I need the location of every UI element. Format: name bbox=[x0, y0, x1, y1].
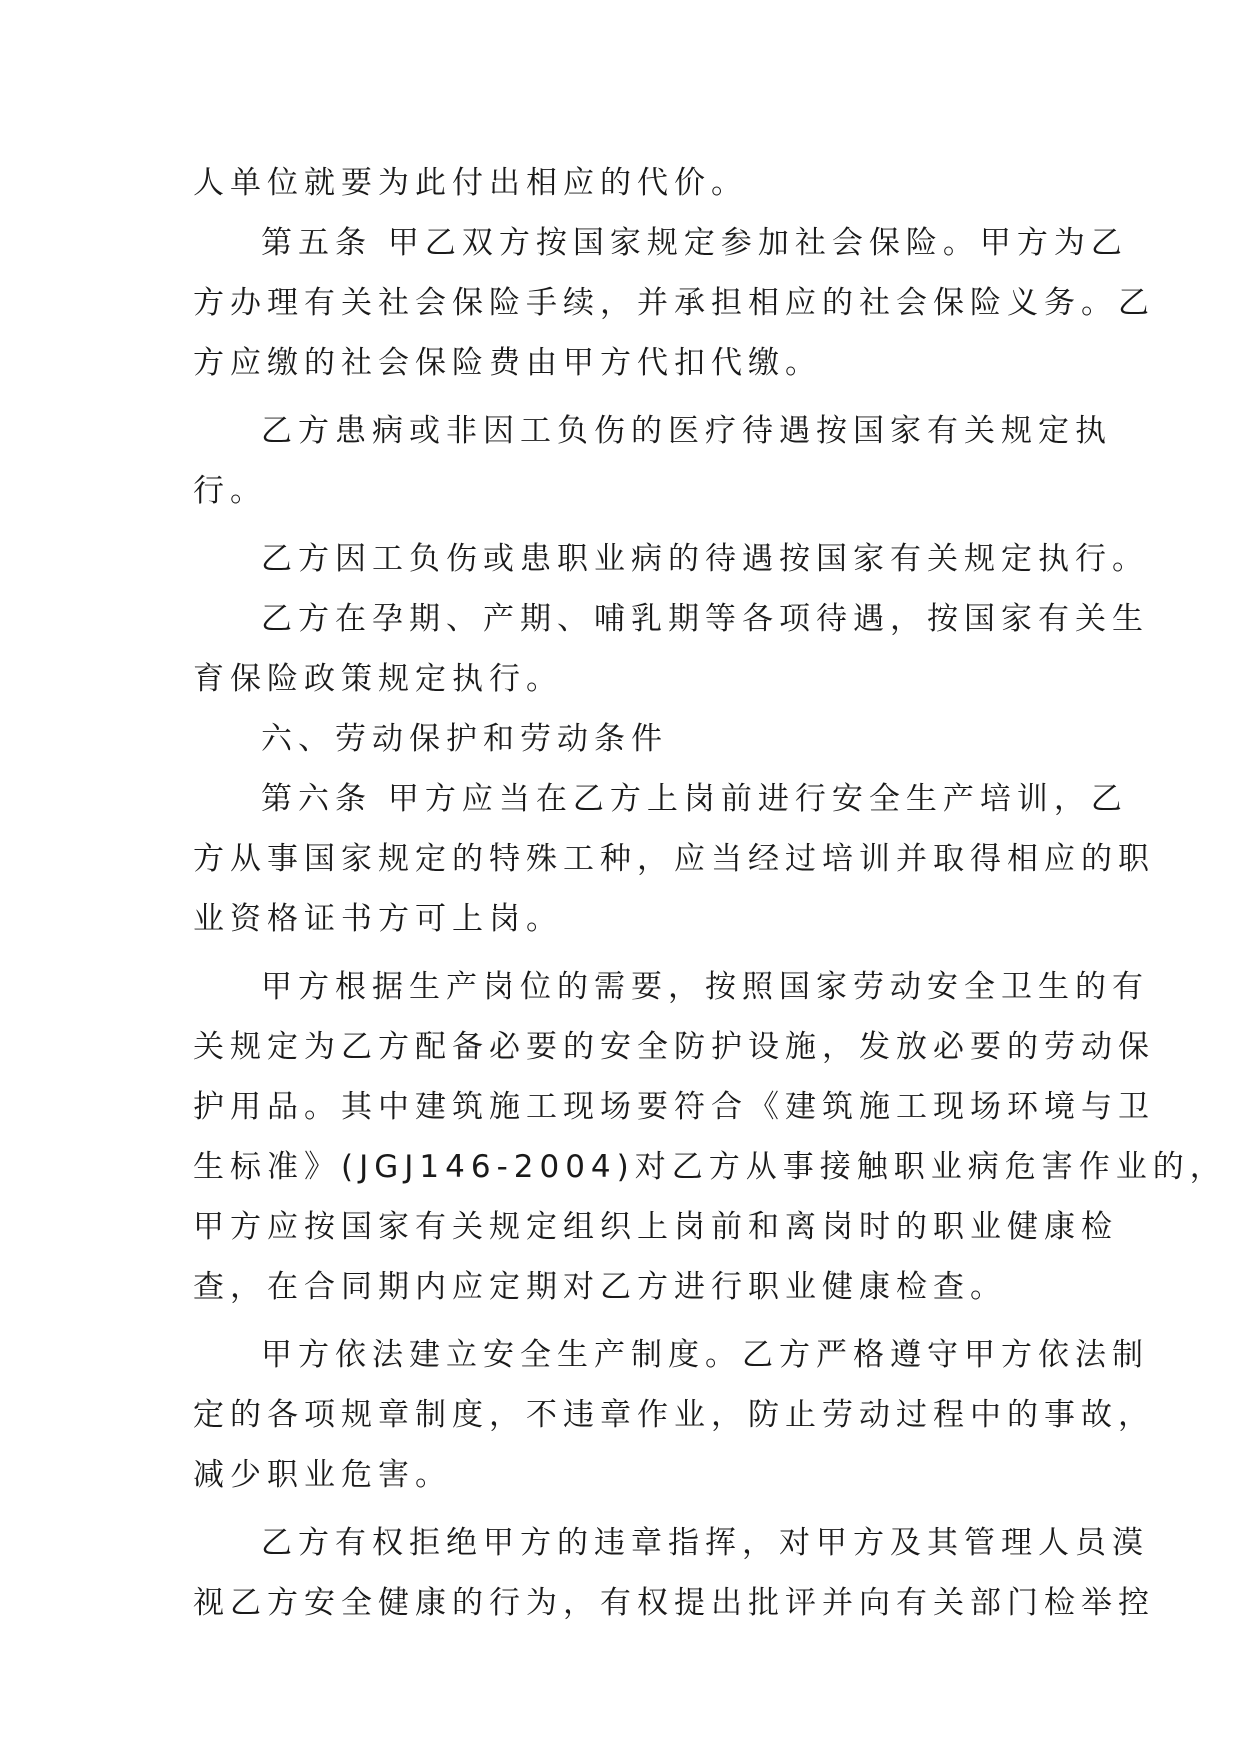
text-line: 生标准》(JGJ146-2004)对乙方从事接触职业病危害作业的， bbox=[193, 1149, 1227, 1185]
text-line: 乙方在孕期、产期、哺乳期等各项待遇，按国家有关生 bbox=[261, 601, 1149, 637]
text-line: 定的各项规章制度，不违章作业，防止劳动过程中的事故， bbox=[193, 1397, 1155, 1433]
text-line: 乙方有权拒绝甲方的违章指挥，对甲方及其管理人员漠 bbox=[261, 1525, 1149, 1561]
text-line: 视乙方安全健康的行为，有权提出批评并向有关部门检举控 bbox=[193, 1585, 1155, 1621]
text-line: 行。 bbox=[193, 473, 267, 509]
article-6-heading-line: 第六条 甲方应当在乙方上岗前进行安全生产培训，乙 bbox=[261, 781, 1128, 817]
text-line: 方从事国家规定的特殊工种，应当经过培训并取得相应的职 bbox=[193, 841, 1155, 877]
text-line: 人单位就要为此付出相应的代价。 bbox=[193, 165, 748, 201]
text-line: 甲方应按国家有关规定组织上岗前和离岗时的职业健康检 bbox=[193, 1209, 1118, 1245]
text-line: 乙方患病或非因工负伤的医疗待遇按国家有关规定执 bbox=[261, 413, 1112, 449]
article-5-heading-line: 第五条 甲乙双方按国家规定参加社会保险。甲方为乙 bbox=[261, 225, 1128, 261]
text-line: 方应缴的社会保险费由甲方代扣代缴。 bbox=[193, 345, 822, 381]
text-line: 乙方因工负伤或患职业病的待遇按国家有关规定执行。 bbox=[261, 541, 1149, 577]
text-line: 护用品。其中建筑施工现场要符合《建筑施工现场环境与卫 bbox=[193, 1089, 1155, 1125]
text-line: 减少职业危害。 bbox=[193, 1457, 452, 1493]
document-body bbox=[193, 153, 1227, 1633]
text-line: 甲方根据生产岗位的需要，按照国家劳动安全卫生的有 bbox=[261, 969, 1149, 1005]
text-line: 查，在合同期内应定期对乙方进行职业健康检查。 bbox=[193, 1269, 1007, 1305]
section-6-heading: 六、劳动保护和劳动条件 bbox=[261, 721, 668, 757]
text-line: 育保险政策规定执行。 bbox=[193, 661, 563, 697]
text-line: 业资格证书方可上岗。 bbox=[193, 901, 563, 937]
text-line: 方办理有关社会保险手续，并承担相应的社会保险义务。乙 bbox=[193, 285, 1155, 321]
text-line: 关规定为乙方配备必要的安全防护设施，发放必要的劳动保 bbox=[193, 1029, 1155, 1065]
text-line: 甲方依法建立安全生产制度。乙方严格遵守甲方依法制 bbox=[261, 1337, 1149, 1373]
